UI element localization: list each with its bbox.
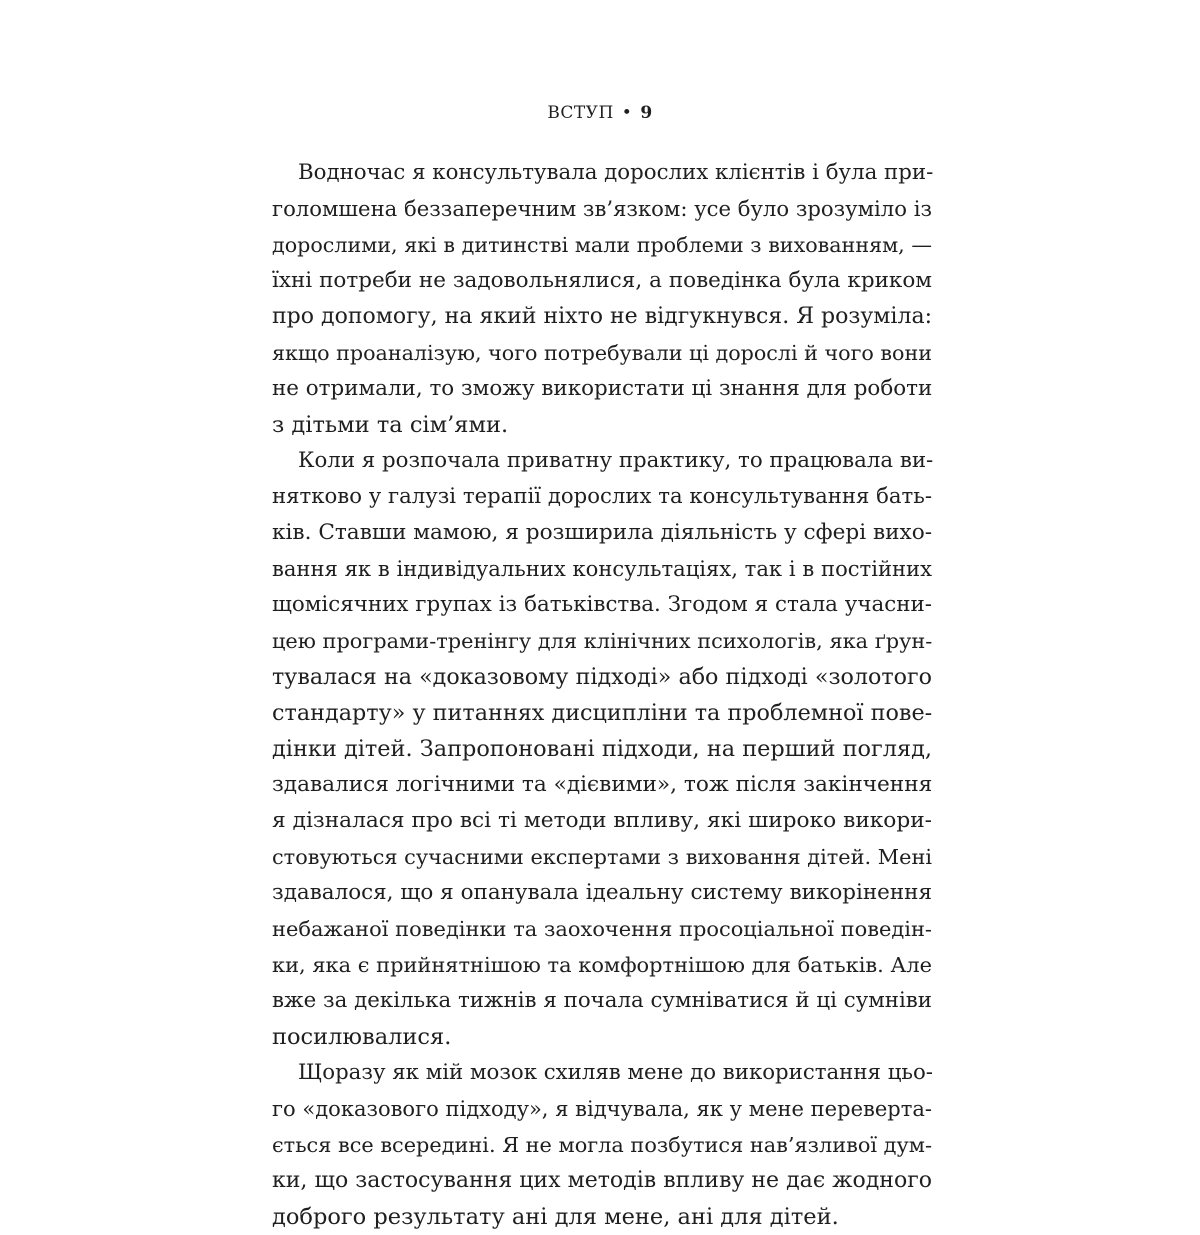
text-line: ки, яка є прийнятнішою та комфортнішою для батьків. Але [272, 953, 932, 977]
text-line: не отримали, то зможу використати ці знання для роботи [272, 376, 933, 401]
text-line: з дітьми та сім’ями. [272, 412, 509, 438]
text-line: щомісячних групах із батьківства. Згодом я стала учасни- [272, 592, 932, 617]
text-line: тувалася на «доказовому підході» або підході «золотого [272, 664, 932, 690]
page-number: 9 [640, 103, 653, 123]
text-line: ється все всередині. Я не могла позбутися нав’язливої дум- [272, 1133, 932, 1157]
text-line: про допомогу, на який ніхто не відгукнувся. Я розуміла: [272, 304, 932, 329]
text-line: вже за декілька тижнів я почала сумніватися й ці сумніви [272, 988, 932, 1013]
text-line: ки, що застосування цих методів впливу не дає жодного [272, 1168, 932, 1193]
text-line: доброго результату ані для мене, ані для дітей. [272, 1204, 839, 1230]
text-line: Водночас я консультувала дорослих клієнтів і була при- [298, 160, 934, 185]
text-line: стандарту» у питаннях дисципліни та проблемної пове- [272, 700, 933, 726]
text-line: посилювалися. [272, 1024, 452, 1050]
paragraph-1 [272, 155, 932, 443]
text-line: я дізналася про всі ті методи впливу, які широко викори- [272, 808, 932, 833]
text-line: стовуються сучасними експертами з виховання дітей. Мені [272, 845, 932, 869]
text-line: Щоразу як мій мозок схиляв мене до використання цьо- [298, 1060, 933, 1085]
text-line: небажаної поведінки та заохочення просоціальної поведін- [272, 917, 932, 941]
body-text [272, 155, 932, 1235]
text-line: го «доказового підходу», я відчувала, як у мене переверта- [272, 1096, 932, 1121]
text-line: ків. Ставши мамою, я розширила діяльність у сфері вихо- [272, 520, 933, 545]
text-line: дорослими, які в дитинстві мали проблеми з вихованням, — [272, 233, 932, 257]
text-line: вання як в індивідуальних консультаціях, так і в постійних [272, 556, 932, 581]
paragraph-2 [272, 443, 932, 1055]
text-line: голомшена беззаперечним зв’язком: усе було зрозуміло із [272, 196, 932, 221]
text-line: здавалося, що я опанувала ідеальну систему викорінення [272, 880, 932, 905]
text-line: Коли я розпочала приватну практику, то працювала ви- [298, 448, 934, 473]
text-line: здавалися логічними та «дієвими», тож після закінчення [272, 772, 933, 797]
text-line: дінки дітей. Запропоновані підходи, на перший погляд, [272, 736, 932, 762]
paragraph-3 [272, 1055, 932, 1235]
text-line: якщо проаналізую, чого потребували ці дорослі й чого вони [272, 341, 932, 365]
running-header [0, 102, 1200, 124]
section-title: ВСТУП [547, 103, 614, 123]
header-separator: • [621, 103, 633, 123]
text-line: нятково у галузі терапії дорослих та консультування бать- [272, 484, 932, 509]
text-line: їхні потреби не задовольнялися, а поведінка була криком [272, 268, 932, 293]
text-line: цею програми-тренінгу для клінічних психологів, яка ґрун- [272, 629, 933, 653]
